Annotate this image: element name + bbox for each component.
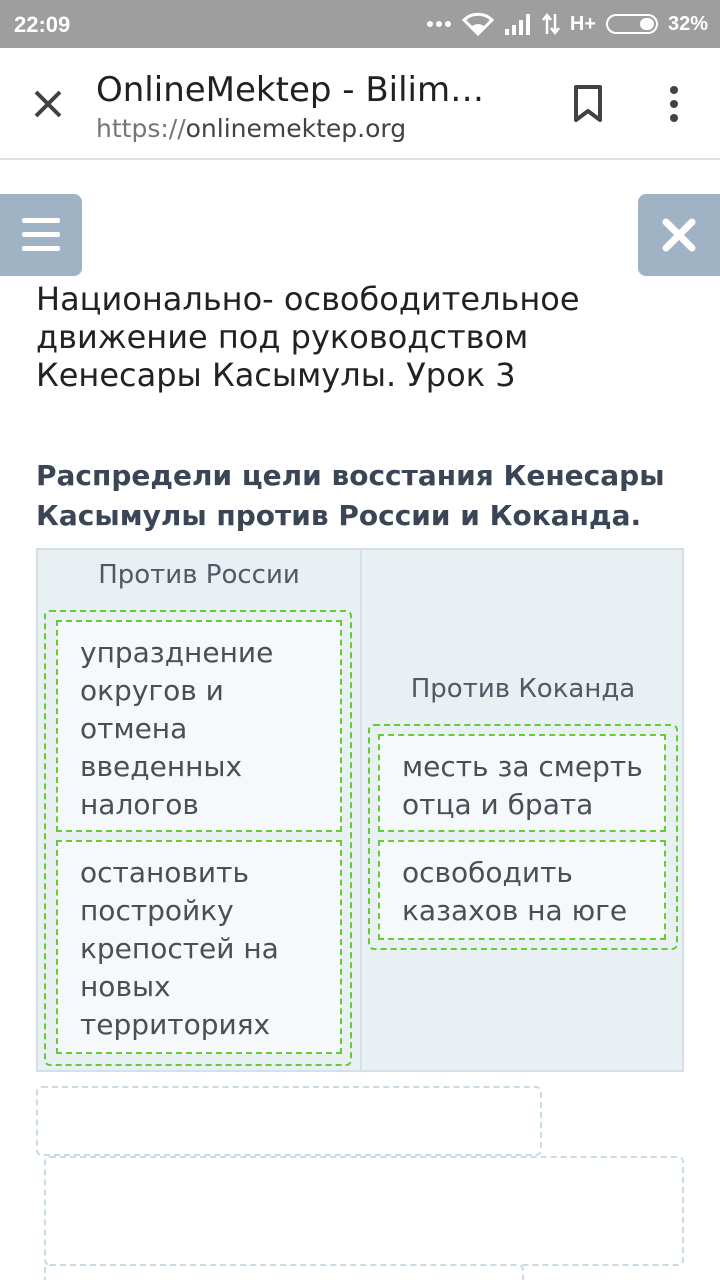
- answer-card[interactable]: месть за смерть отца и брата: [378, 734, 666, 832]
- hamburger-icon: [22, 246, 60, 251]
- dots-icon: [426, 20, 452, 28]
- status-time: 22:09: [14, 12, 71, 37]
- empty-answer-slot[interactable]: [36, 1086, 542, 1156]
- hamburger-icon: [22, 232, 60, 237]
- close-lesson-button[interactable]: [638, 194, 720, 276]
- status-bar: [0, 0, 720, 48]
- battery-icon: [606, 14, 658, 34]
- hamburger-icon: [22, 218, 60, 223]
- url-host: onlinemektep.org: [185, 114, 407, 143]
- bookmark-icon[interactable]: [572, 84, 604, 124]
- menu-button[interactable]: [0, 194, 82, 276]
- column-header-kokand: Против Коканда: [410, 674, 636, 704]
- answer-card[interactable]: освободить казахов на юге: [378, 840, 666, 940]
- browser-toolbar: [0, 48, 720, 160]
- empty-answer-slot[interactable]: [44, 1156, 684, 1266]
- status-icons: [426, 10, 708, 38]
- close-icon[interactable]: [28, 84, 68, 124]
- task-instruction: Распредели цели восстания Кенесары Касымулы против России и Коканда.: [36, 459, 665, 532]
- close-icon: [638, 194, 720, 276]
- url-protocol: https://: [96, 114, 186, 143]
- battery-percent: 32%: [667, 12, 708, 35]
- signal-icon: [504, 13, 532, 35]
- answer-card[interactable]: остановить постройку крепостей на новых территориях: [56, 840, 342, 1054]
- answer-card[interactable]: упразднение округов и отмена введенных налогов: [56, 620, 342, 832]
- more-vert-icon[interactable]: [664, 84, 684, 124]
- page-title: OnlineMektep - Bilim…: [96, 70, 485, 110]
- lesson-title: Национально- освободительное движение под руководством Кенесары Касымулы. Урок 3: [36, 280, 580, 394]
- page-url: [96, 114, 406, 143]
- wifi-icon: [462, 12, 494, 36]
- column-header-russia: Против России: [98, 560, 300, 590]
- data-arrows-icon: [542, 13, 560, 35]
- column-divider: [360, 550, 362, 1070]
- sorting-board: [36, 548, 684, 1072]
- empty-answer-slot[interactable]: [44, 1264, 524, 1280]
- network-type: H+: [569, 12, 596, 35]
